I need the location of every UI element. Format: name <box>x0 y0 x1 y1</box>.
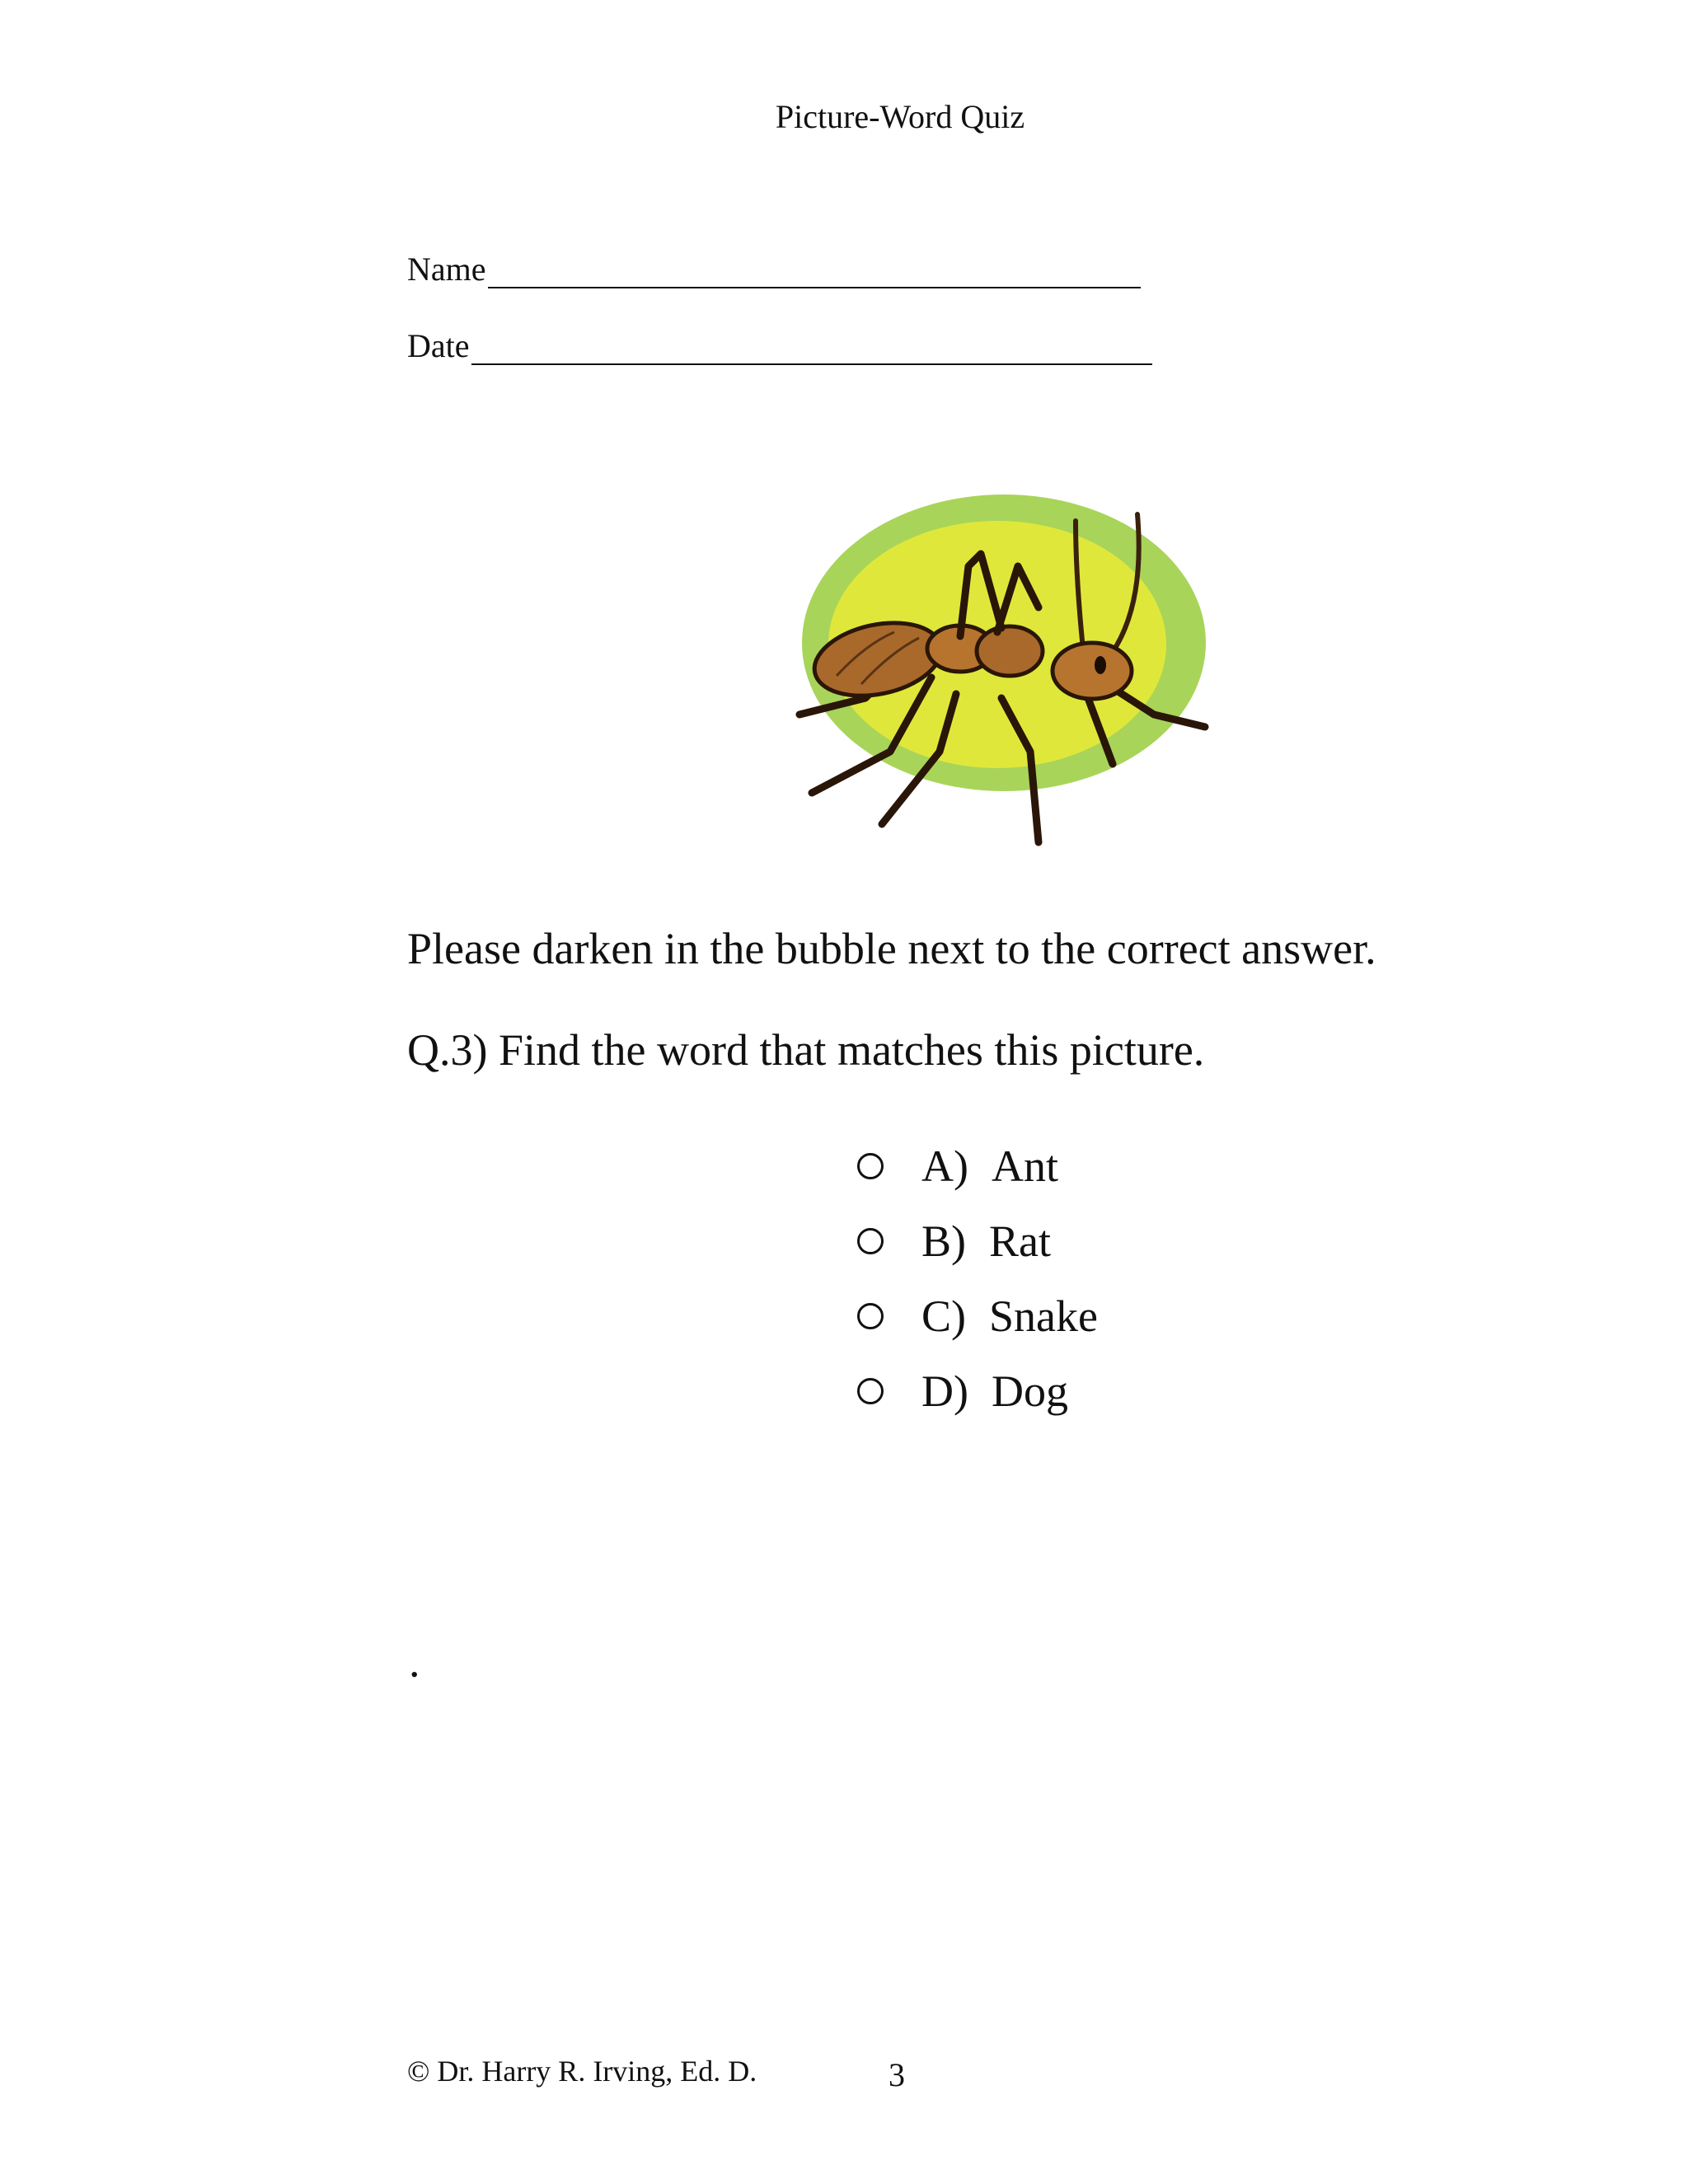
option-letter: B) <box>921 1216 966 1266</box>
page-number: 3 <box>889 2056 905 2093</box>
answer-option-d[interactable] <box>857 1366 1068 1417</box>
instruction-text: Please darken in the bubble next to the correct answer. <box>407 924 1376 973</box>
name-label: Name <box>407 251 486 288</box>
stray-period: . <box>409 1637 420 1686</box>
option-letter: A) <box>921 1141 968 1191</box>
answer-bubble-a[interactable] <box>857 1153 884 1179</box>
question-text: Q.3) Find the word that matches this picture. <box>407 1025 1205 1075</box>
option-word: Rat <box>989 1216 1051 1266</box>
option-word: Dog <box>991 1366 1068 1416</box>
ant-picture <box>791 488 1228 851</box>
date-blank-line[interactable] <box>471 335 1152 365</box>
answer-bubble-c[interactable] <box>857 1303 884 1329</box>
date-field[interactable] <box>407 326 1152 365</box>
name-field[interactable] <box>407 250 1141 288</box>
option-word: Snake <box>989 1291 1098 1341</box>
footer-copyright: © Dr. Harry R. Irving, Ed. D. <box>407 2055 757 2088</box>
date-label: Date <box>407 327 470 364</box>
answer-bubble-b[interactable] <box>857 1228 884 1254</box>
option-word: Ant <box>991 1141 1058 1191</box>
answer-option-c[interactable] <box>857 1291 1098 1342</box>
answer-bubble-d[interactable] <box>857 1378 884 1404</box>
option-letter: C) <box>921 1291 966 1341</box>
name-blank-line[interactable] <box>488 259 1141 288</box>
option-letter: D) <box>921 1366 968 1416</box>
page-title: Picture-Word Quiz <box>775 98 1025 135</box>
answer-option-b[interactable] <box>857 1216 1051 1267</box>
answer-option-a[interactable] <box>857 1141 1058 1192</box>
